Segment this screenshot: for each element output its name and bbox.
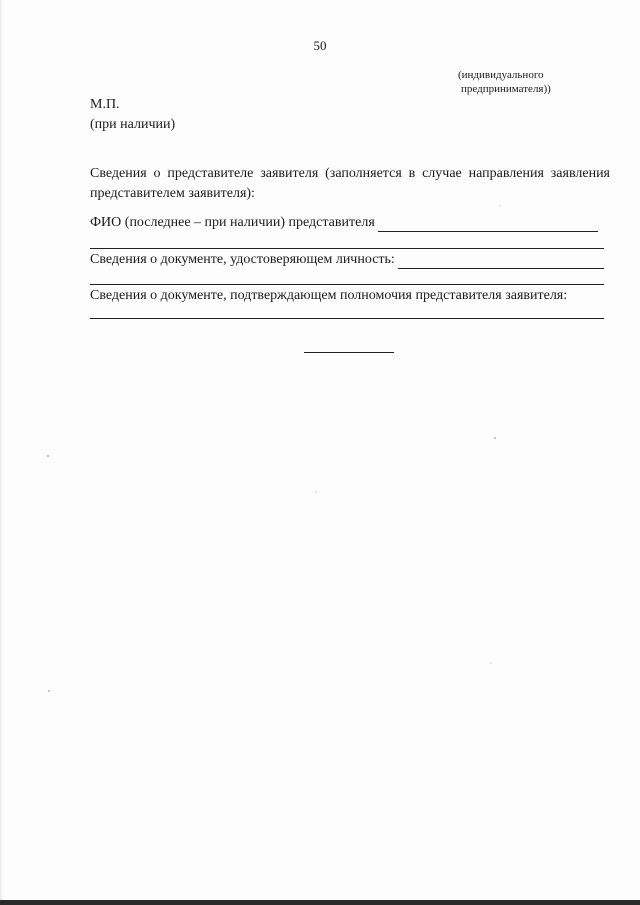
identity-doc-label: Сведения о документе, удостоверяющем личность: — [90, 252, 395, 267]
authority-doc-field — [90, 287, 612, 305]
identity-doc-input-line[interactable] — [398, 254, 604, 269]
scan-speck — [494, 437, 496, 439]
scan-bottom-edge — [0, 900, 640, 905]
stamp-label: М.П. — [90, 97, 120, 112]
page-number: 50 — [313, 38, 327, 53]
scan-speck — [490, 663, 491, 664]
identity-doc-continuation-line[interactable] — [90, 284, 604, 285]
authority-doc-input-line[interactable] — [90, 318, 604, 319]
fio-label: ФИО (последнее – при наличии) представителя — [90, 215, 375, 230]
entrepreneur-note-line-1: (индивидуального — [458, 69, 544, 81]
scan-speck — [47, 455, 49, 457]
stamp-note: (при наличии) — [90, 117, 176, 132]
authority-doc-label: Сведения о документе, подтверждающем полномочия представителя заявителя: — [90, 288, 568, 303]
scan-speck — [500, 205, 501, 206]
fio-continuation-line[interactable] — [90, 248, 604, 249]
fio-field — [90, 214, 598, 232]
stamp-block — [90, 95, 175, 135]
scan-speck — [48, 690, 50, 692]
representative-heading: Сведения о представителе заявителя (заполняется в случае направления заявления представителем заявителя): — [90, 166, 610, 201]
identity-doc-field — [90, 251, 604, 269]
entrepreneur-note-line-2: предпринимателя)) — [461, 83, 551, 95]
scan-edge-shadow — [0, 0, 3, 905]
end-of-form-rule — [304, 352, 394, 353]
fio-input-line[interactable] — [378, 217, 598, 232]
scan-speck — [315, 492, 316, 493]
entrepreneur-note — [458, 68, 608, 96]
